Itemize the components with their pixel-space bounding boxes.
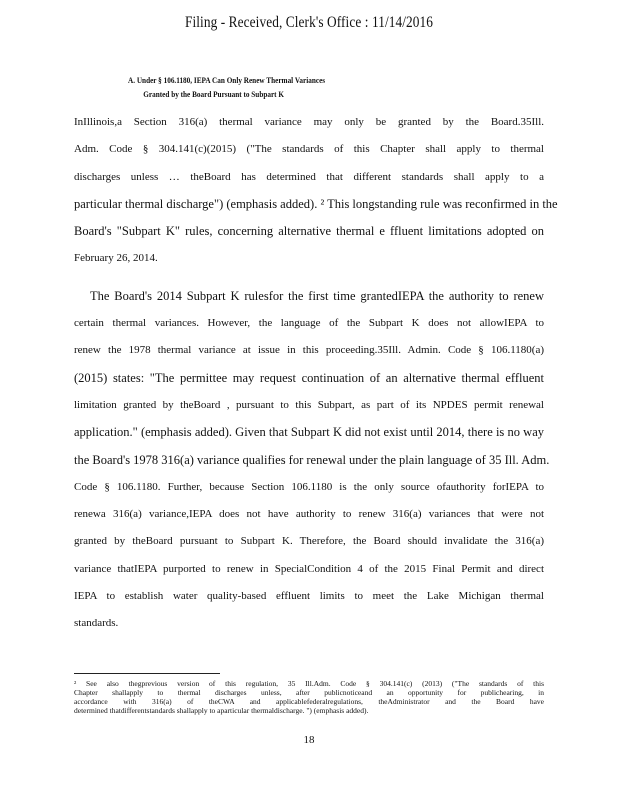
paragraph-2-line: (2015) states: "The permittee may request continuation of an alternative thermal effluent [74,370,544,385]
paragraph-2-line: renew the 1978 thermal variance at issue in this proceeding.35Ill. Admin. Code § 106.1180(a) [74,344,544,357]
filing-header: Filing - Received, Clerk's Office : 11/14/2016 [184,14,434,31]
paragraph-2-line: certain thermal variances. However, the language of the Subpart K does not allowIEPA to [74,317,544,330]
paragraph-2-line: standards. [74,617,119,630]
paragraph-2-line: Code § 106.1180. Further, because Section 106.1180 is the only source ofauthority forIEPA to [74,480,544,493]
page-number: 18 [303,734,315,746]
footnote-line: accordance with 316(a) of theCWA and applicablefederalregulations, theAdministrator and the Board have [74,697,544,706]
footnote [74,679,544,715]
body-text [74,114,558,643]
paragraph-2-line: renewa 316(a) variance,IEPA does not have authority to renew 316(a) variances that were not [74,508,544,521]
paragraph-2-line: variance thatIEPA purported to renew in SpecialCondition 4 of the 2015 Final Permit and direct [74,562,544,575]
paragraph-1-line: February 26, 2014. [74,252,158,265]
paragraph-2 [74,288,550,643]
paragraph-1 [74,114,558,278]
paragraph-2-line: IEPA to establish water quality-based effluent limits to meet the Lake Michigan thermal [74,590,544,603]
paragraph-1-line: discharges unless … theBoard has determined that different standards shall apply to a [74,170,544,183]
paragraph-1-line: Board's "Subpart K" rules, concerning alternative thermal e ffluent limitations adopted on [74,224,544,239]
section-heading [128,73,417,101]
paragraph-2-line: the Board's 1978 316(a) variance qualifies for renewal under the plain language of 35 Ill. Adm. [74,452,550,467]
section-heading-line-1: A. Under § 106.1180, IEPA Can Only Renew Thermal Variances [128,75,326,85]
paragraph-2-line: limitation granted by theBoard , pursuant to this Subpart, as part of its NPDES permit renewal [74,398,544,411]
paragraph-2-line: application." (emphasis added). Given that Subpart K did not exist until 2014, there is no way [74,425,544,440]
footnote-line: ² See also thegprevious version of this regulation, 35 Ill.Adm. Code § 304.141(c) (2013) ("The standards of this [74,679,544,688]
paragraph-2-line: The Board's 2014 Subpart K rulesfor the first time grantedIEPA the authority to renew [90,288,544,303]
paragraph-1-line: InIllinois,a Section 316(a) thermal variance may only be granted by the Board.35Ill. [74,116,544,128]
footnote-divider [74,673,220,674]
section-heading-line-2: Granted by the Board Pursuant to Subpart K [143,89,285,99]
paragraph-1-line: particular thermal discharge") (emphasis added). ² This longstanding rule was reconfirmed in the [74,196,558,211]
footnote-line: Chapter shallapply to thermal discharges unless, after publicnoticeand an opportunity for publichearing, in [74,688,544,697]
paragraph-2-line: granted by theBoard pursuant to Subpart K. Therefore, the Board should invalidate the 316(a) [74,535,544,548]
paragraph-1-line: Adm. Code § 304.141(c)(2015) ("The standards of this Chapter shall apply to thermal [74,143,544,156]
footnote-line: determined thatdifferentstandards shallapply to aparticular thermaldischarge. ") (emphasis added). [74,706,369,715]
